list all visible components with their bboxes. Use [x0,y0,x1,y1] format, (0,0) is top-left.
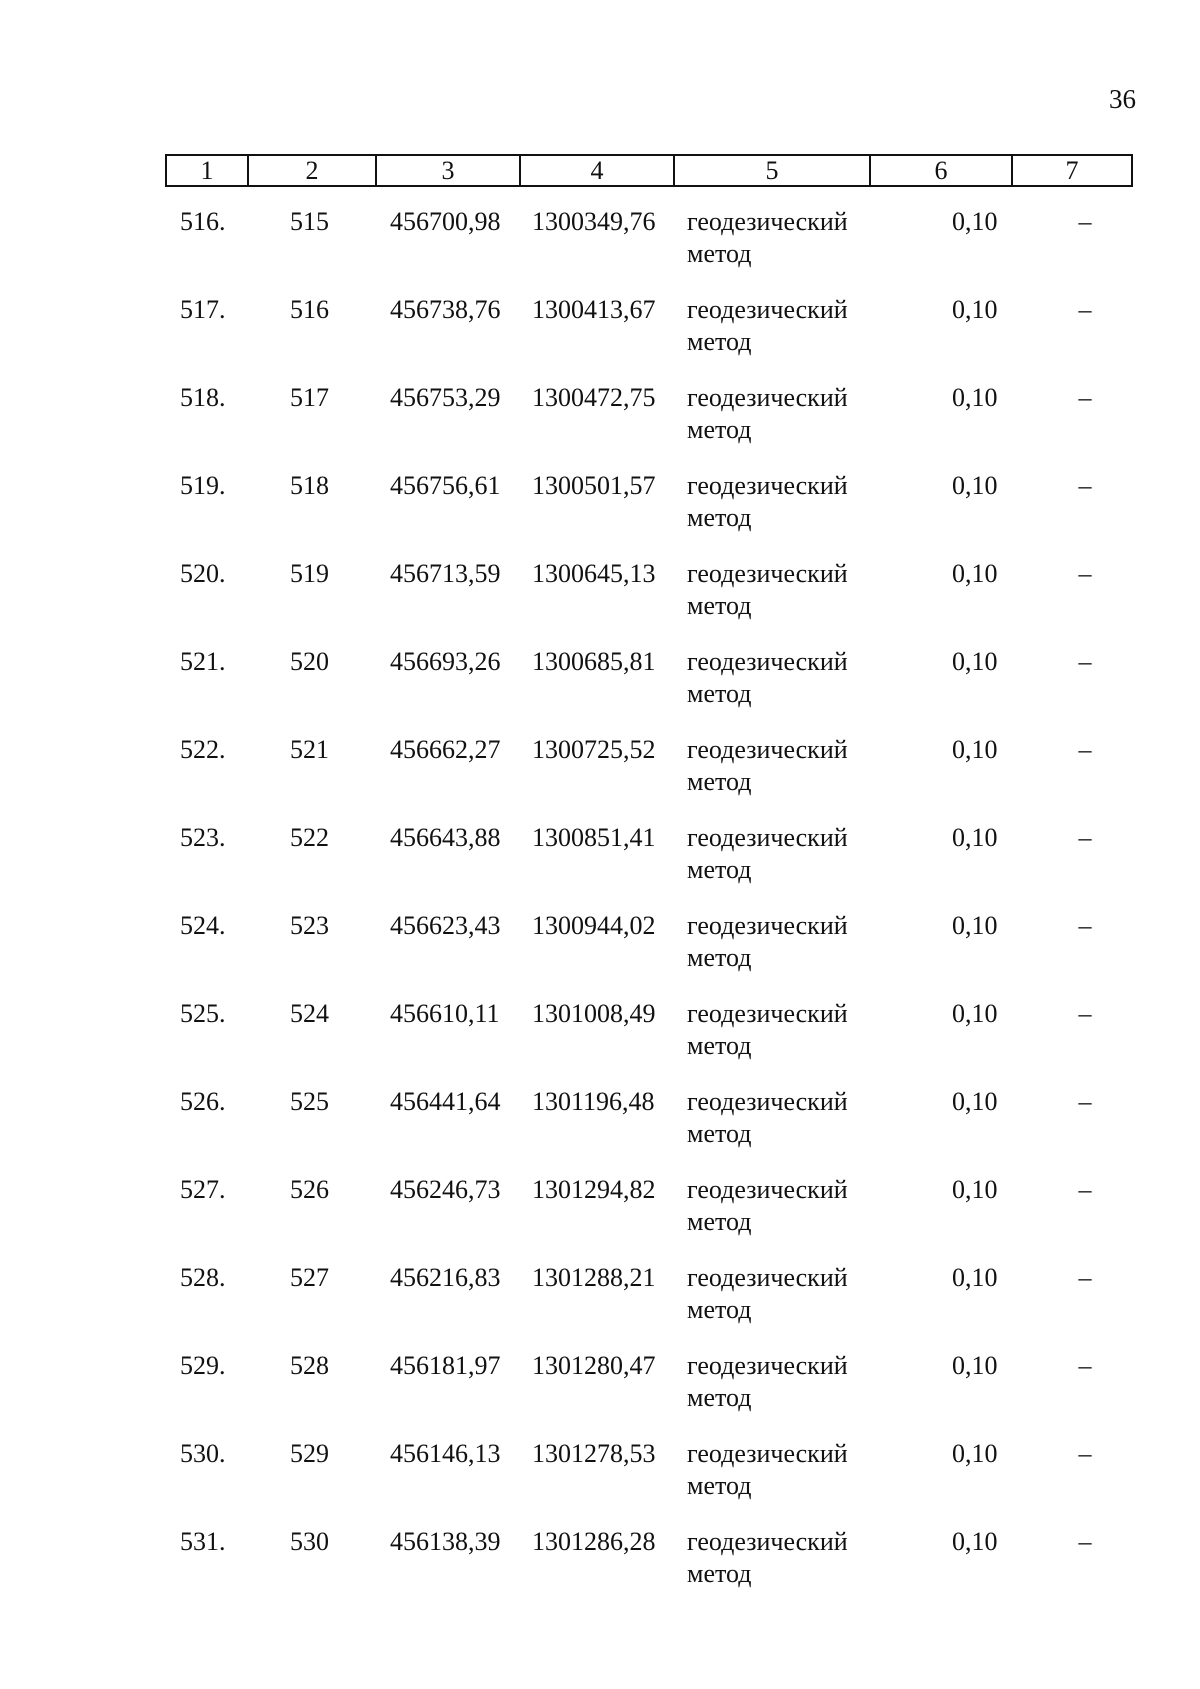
method [687,1086,887,1150]
y-coordinate: 1301196,48 [532,1087,655,1116]
method-line-2: метод [687,1295,752,1324]
row-number: 531. [180,1527,226,1556]
method-line-2: метод [687,1031,752,1060]
x-coordinate: 456756,61 [390,471,501,500]
method [687,206,887,270]
method-line-2: метод [687,591,752,620]
row-number: 516. [180,207,226,236]
accuracy: 0,10 [952,1175,998,1204]
row-number: 523. [180,823,226,852]
y-coordinate: 1300501,57 [532,471,656,500]
accuracy: 0,10 [952,999,998,1028]
method-line-1: геодезический [687,559,848,588]
method-line-2: метод [687,1471,752,1500]
page-number: 36 [1109,84,1136,114]
table-row [165,1086,1131,1174]
note: – [1078,207,1092,236]
x-coordinate: 456662,27 [390,735,501,764]
method-line-1: геодезический [687,1175,848,1204]
table-row [165,822,1131,910]
method-line-2: метод [687,327,752,356]
table-row [165,382,1131,470]
note: – [1078,911,1092,940]
x-coordinate: 456216,83 [390,1263,501,1292]
header-cell: 7 [1012,155,1132,186]
note: – [1078,295,1092,324]
accuracy: 0,10 [952,1527,998,1556]
table-row [165,1174,1131,1262]
point-number: 521 [290,735,329,764]
y-coordinate: 1300944,02 [532,911,656,940]
point-number: 518 [290,471,329,500]
accuracy: 0,10 [952,471,998,500]
method-line-2: метод [687,1119,752,1148]
accuracy: 0,10 [952,911,998,940]
row-number: 518. [180,383,226,412]
note: – [1078,1263,1092,1292]
note: – [1078,647,1092,676]
note: – [1078,1175,1092,1204]
method-line-1: геодезический [687,471,848,500]
x-coordinate: 456738,76 [390,295,501,324]
method-line-2: метод [687,943,752,972]
method-line-1: геодезический [687,823,848,852]
point-number: 519 [290,559,329,588]
x-coordinate: 456610,11 [390,999,500,1028]
row-number: 524. [180,911,226,940]
header-cell: 3 [376,155,520,186]
row-number: 529. [180,1351,226,1380]
method-line-1: геодезический [687,735,848,764]
y-coordinate: 1301280,47 [532,1351,656,1380]
table-row [165,294,1131,382]
method-line-1: геодезический [687,999,848,1028]
method-line-2: метод [687,767,752,796]
x-coordinate: 456623,43 [390,911,501,940]
table-row [165,998,1131,1086]
row-number: 530. [180,1439,226,1468]
x-coordinate: 456441,64 [390,1087,501,1116]
row-number: 520. [180,559,226,588]
header-row [166,155,1132,186]
accuracy: 0,10 [952,735,998,764]
coordinates-table-body [165,206,1131,1614]
table-row [165,1526,1131,1614]
x-coordinate: 456700,98 [390,207,501,236]
point-number: 523 [290,911,329,940]
method-line-1: геодезический [687,1263,848,1292]
table-row [165,1350,1131,1438]
method-line-1: геодезический [687,1087,848,1116]
accuracy: 0,10 [952,647,998,676]
row-number: 526. [180,1087,226,1116]
header-cell: 6 [870,155,1012,186]
method-line-2: метод [687,679,752,708]
point-number: 529 [290,1439,329,1468]
header-cell: 1 [166,155,248,186]
point-number: 525 [290,1087,329,1116]
row-number: 521. [180,647,226,676]
method [687,734,887,798]
x-coordinate: 456246,73 [390,1175,501,1204]
y-coordinate: 1301008,49 [532,999,656,1028]
table-row [165,558,1131,646]
point-number: 524 [290,999,329,1028]
accuracy: 0,10 [952,823,998,852]
point-number: 528 [290,1351,329,1380]
method-line-1: геодезический [687,1439,848,1468]
column-number-header [165,154,1133,187]
x-coordinate: 456643,88 [390,823,501,852]
row-number: 517. [180,295,226,324]
method [687,558,887,622]
accuracy: 0,10 [952,1351,998,1380]
accuracy: 0,10 [952,1439,998,1468]
method-line-1: геодезический [687,295,848,324]
note: – [1078,999,1092,1028]
accuracy: 0,10 [952,383,998,412]
point-number: 520 [290,647,329,676]
point-number: 530 [290,1527,329,1556]
method [687,1174,887,1238]
table-row [165,734,1131,822]
method [687,822,887,886]
header-cell: 5 [674,155,870,186]
row-number: 519. [180,471,226,500]
accuracy: 0,10 [952,1263,998,1292]
x-coordinate: 456693,26 [390,647,501,676]
accuracy: 0,10 [952,559,998,588]
table-row [165,470,1131,558]
note: – [1078,1439,1092,1468]
point-number: 527 [290,1263,329,1292]
note: – [1078,383,1092,412]
method-line-2: метод [687,415,752,444]
y-coordinate: 1301278,53 [532,1439,656,1468]
method-line-1: геодезический [687,1527,848,1556]
header-cell: 2 [248,155,376,186]
point-number: 515 [290,207,329,236]
x-coordinate: 456181,97 [390,1351,501,1380]
method [687,470,887,534]
method [687,998,887,1062]
point-number: 516 [290,295,329,324]
accuracy: 0,10 [952,207,998,236]
method-line-2: метод [687,1383,752,1412]
y-coordinate: 1301294,82 [532,1175,656,1204]
y-coordinate: 1300851,41 [532,823,656,852]
method [687,294,887,358]
method [687,1350,887,1414]
method [687,1438,887,1502]
note: – [1078,1527,1092,1556]
note: – [1078,1351,1092,1380]
accuracy: 0,10 [952,1087,998,1116]
row-number: 527. [180,1175,226,1204]
x-coordinate: 456713,59 [390,559,501,588]
method [687,646,887,710]
table-row [165,1262,1131,1350]
method-line-2: метод [687,503,752,532]
row-number: 522. [180,735,226,764]
y-coordinate: 1300645,13 [532,559,656,588]
method [687,1262,887,1326]
note: – [1078,471,1092,500]
table-row [165,646,1131,734]
note: – [1078,1087,1092,1116]
table-row [165,910,1131,998]
method-line-1: геодезический [687,207,848,236]
note: – [1078,735,1092,764]
method-line-1: геодезический [687,647,848,676]
method-line-2: метод [687,855,752,884]
row-number: 528. [180,1263,226,1292]
table-row [165,206,1131,294]
method [687,382,887,446]
note: – [1078,559,1092,588]
method-line-2: метод [687,239,752,268]
method [687,1526,887,1590]
x-coordinate: 456146,13 [390,1439,501,1468]
y-coordinate: 1300413,67 [532,295,656,324]
method-line-2: метод [687,1559,752,1588]
row-number: 525. [180,999,226,1028]
y-coordinate: 1300472,75 [532,383,656,412]
x-coordinate: 456138,39 [390,1527,501,1556]
method-line-1: геодезический [687,1351,848,1380]
y-coordinate: 1300725,52 [532,735,656,764]
x-coordinate: 456753,29 [390,383,501,412]
method-line-1: геодезический [687,911,848,940]
y-coordinate: 1301288,21 [532,1263,656,1292]
y-coordinate: 1300349,76 [532,207,656,236]
point-number: 526 [290,1175,329,1204]
point-number: 517 [290,383,329,412]
accuracy: 0,10 [952,295,998,324]
method-line-2: метод [687,1207,752,1236]
method-line-1: геодезический [687,383,848,412]
y-coordinate: 1301286,28 [532,1527,656,1556]
header-cell: 4 [520,155,674,186]
note: – [1078,823,1092,852]
y-coordinate: 1300685,81 [532,647,656,676]
method [687,910,887,974]
point-number: 522 [290,823,329,852]
table-row [165,1438,1131,1526]
